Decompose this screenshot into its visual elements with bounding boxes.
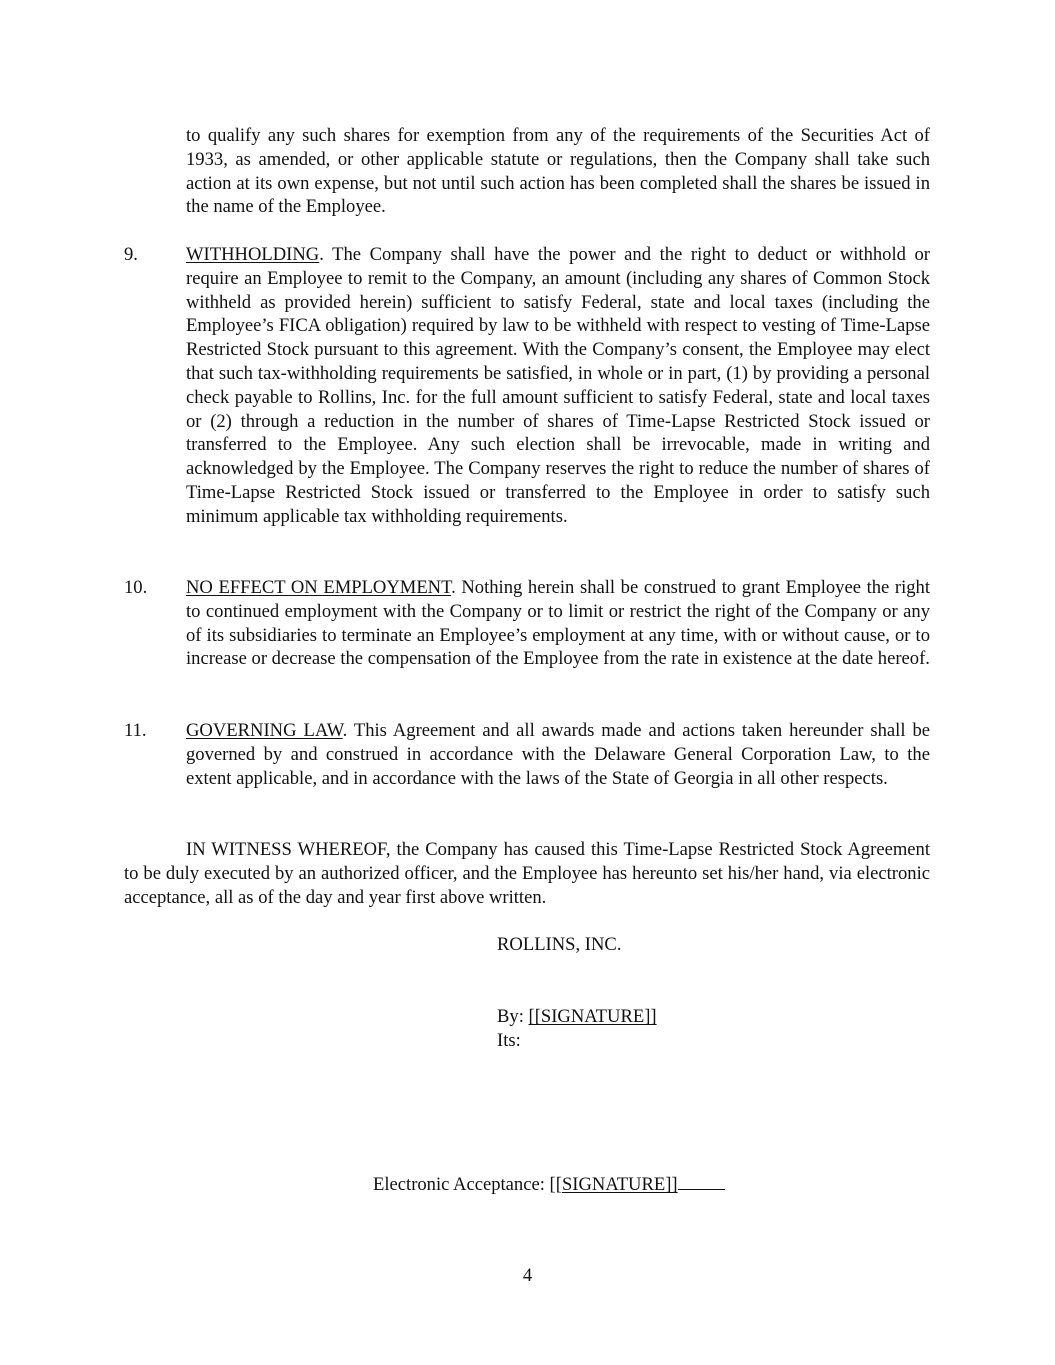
section-heading: NO EFFECT ON EMPLOYMENT	[186, 577, 452, 598]
employee-signature-placeholder[interactable]: SIGNATURE]]	[561, 1174, 678, 1195]
section-number: 9.	[124, 244, 138, 265]
section-number: 11.	[124, 720, 147, 741]
section-text: . This Agreement and all awards made and actions taken hereunder shall be governed by and construed in accordance with the Delaware General Corporation Law, to the extent applicable, and in accordance with the laws of the State of Georgia in all other respects.	[186, 720, 930, 789]
section-heading: GOVERNING LAW	[186, 720, 343, 741]
company-signature-placeholder[interactable]: [[SIGNATURE]]	[528, 1006, 657, 1027]
section-11-governing-law	[124, 719, 930, 790]
signature-by-line	[497, 1005, 917, 1029]
page-number: 4	[522, 1265, 533, 1286]
section-10-no-effect-on-employment	[124, 576, 930, 671]
section-text: . The Company shall have the power and the right to deduct or withhold or require an Employee to remit to the Company, an amount (including any shares of Common Stock withheld as provided herein) sufficient to satisfy Federal, state and local taxes (including the Employee’s FICA obligation) required by law to be withheld with respect to vesting of Time-Lapse Restricted Stock pursuant to this agreement. With the Company’s consent, the Employee may elect that such tax-withholding requirements be satisfied, in whole or in part, (1) by providing a personal check payable to Rollins, Inc. for the full amount sufficient to satisfy Federal, state and local taxes or (2) through a reduction in the number of shares of Time-Lapse Restricted Stock issued or transferred to the Employee. Any such election shall be irrevocable, made in writing and acknowledged by the Employee. The Company reserves the right to reduce the number of shares of Time-Lapse Restricted Stock issued or transferred to the Employee in order to satisfy such minimum applicable tax withholding requirements.	[186, 244, 930, 527]
signature-blank-line	[678, 1171, 725, 1190]
section-body	[186, 719, 930, 790]
electronic-acceptance-line	[373, 1171, 725, 1197]
section-number: 10.	[124, 577, 148, 598]
section-text: . Nothing herein shall be construed to grant Employee the right to continued employment with the Company or to limit or restrict the right of the Company or any of its subsidiaries to terminate an Employee’s employment at any time, with or without cause, or to increase or decrease the compensation of the Employee from the rate in existence at the date hereof.	[186, 577, 931, 670]
section-9-withholding	[124, 243, 930, 529]
by-label: By:	[497, 1006, 529, 1027]
section-heading: WITHHOLDING	[186, 244, 320, 265]
acceptance-label: Electronic Acceptance: [[	[373, 1174, 562, 1195]
section-body	[186, 243, 930, 529]
section-body	[186, 576, 930, 671]
continued-paragraph: to qualify any such shares for exemption from any of the requirements of the Securities Act of 1933, as amended, or other applicable statute or regulations, then the Company shall take such action at its own expense, but not until such action has been completed shall the shares be issued in the name of the Employee.	[186, 125, 930, 218]
signature-its-line: Its:	[497, 1030, 521, 1051]
witness-paragraph: IN WITNESS WHEREOF, the Company has caused this Time-Lapse Restricted Stock Agreement to be duly executed by an authorized officer, and the Employee has hereunto set his/her hand, via electronic acceptance, all as of the day and year first above written.	[124, 839, 930, 908]
company-name: ROLLINS, INC.	[497, 934, 622, 955]
